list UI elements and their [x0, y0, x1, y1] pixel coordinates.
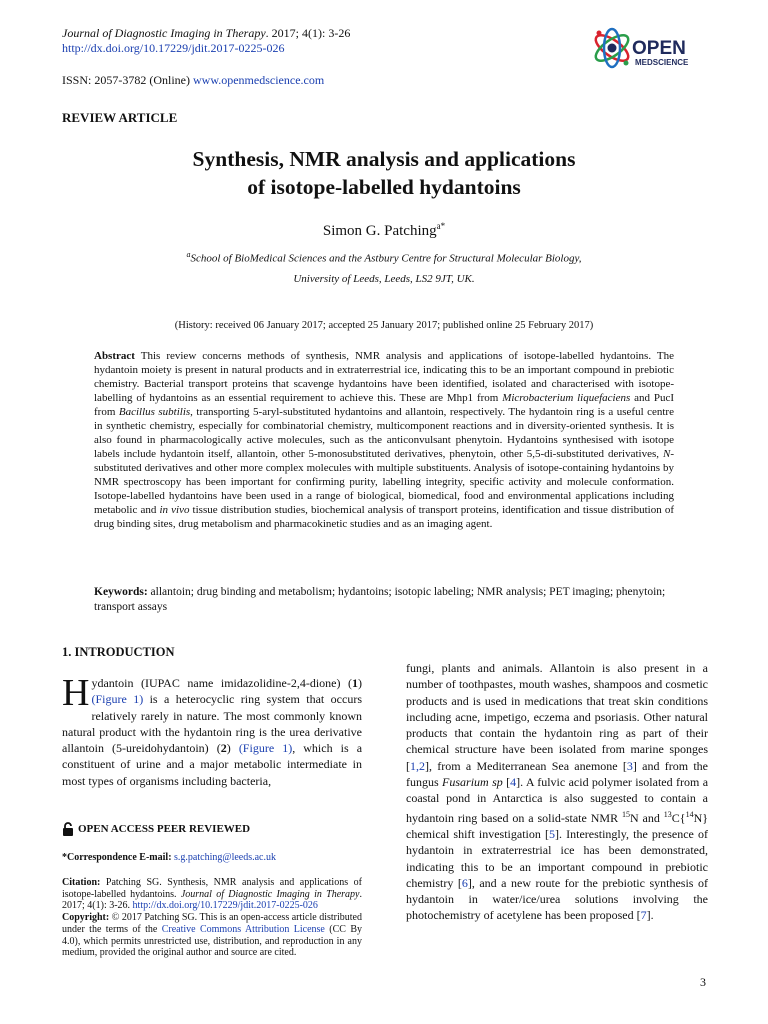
- citation-block: [62, 877, 362, 959]
- intro-column-1: [62, 672, 363, 789]
- page-number: 3: [700, 975, 706, 989]
- ref-link[interactable]: 5: [549, 826, 555, 841]
- intro-text: C{: [671, 810, 686, 825]
- article-type: REVIEW ARTICLE: [62, 110, 178, 125]
- ref-link[interactable]: 6: [461, 875, 468, 890]
- intro-text: fungi, plants and animals. Allantoin is also present in a number of toothpastes, mouth washes, shampoos and cosmetic products and is used in medications that treat skin conditions including acne, impetigo, eczema and psoriasis. Other natural products that contain the hydantoin ring as part of their chemical structure have been isolated from marine sponges [: [406, 661, 708, 773]
- citation-rest: . 2017; 4(1): 3-26.: [62, 888, 362, 912]
- logo-big-text: OPEN: [632, 38, 686, 59]
- atom-icon: [592, 29, 632, 67]
- ref-link[interactable]: 1,2: [410, 758, 425, 773]
- open-access-text: OPEN ACCESS PEER REVIEWED: [78, 823, 251, 835]
- corr-email-link[interactable]: s.g.patching@leeds.ac.uk: [174, 852, 276, 863]
- article-title: [62, 145, 706, 201]
- intro-text: , which is a constituent of urine and a major metabolic intermediate in most types of organisms including bacteria,: [62, 741, 363, 788]
- corr-label: *Correspondence E-mail:: [62, 852, 172, 863]
- compound-1: 1: [352, 676, 358, 690]
- correspondence: [62, 852, 276, 863]
- logo-small-text: MEDSCIENCE: [635, 58, 689, 67]
- affiliation-line-2: University of Leeds, Leeds, LS2 9JT, UK.: [293, 273, 475, 285]
- fusarium: Fusarium sp: [442, 775, 503, 790]
- license-link[interactable]: Creative Commons Attribution License: [161, 923, 325, 935]
- intro-text: ]. A fulvic acid polymer isolated from a coastal pond in Antarctica is also suggested to contain a hydantoin ring based on a solid-state NMR: [406, 775, 709, 825]
- open-access-note: [62, 822, 250, 836]
- abstract-text-2: , transporting 5-aryl-substituted hydantoins and allantoin, respectively. The hydantoin ring is a useful centre in synthetic chemistry, especially for combinatorial chemistry, multicomponent reactions and in diversity-oriented synthesis. It is also found in pharmacologically active molecules, such as the anticonvulsant phenytoin. Hydantoins synthesised with isotope labels include hydantoin itself, allantoin, other 5-monosubstituted derivatives, phenytoin, other 5,5-di-substituted derivatives,: [94, 406, 674, 460]
- issn-line: [62, 73, 324, 88]
- ref-link[interactable]: 3: [626, 758, 633, 773]
- abstract-n: N: [662, 448, 671, 460]
- figure-1-link[interactable]: (Figure 1): [238, 741, 293, 756]
- copyright: [62, 912, 362, 959]
- doi-link[interactable]: http://dx.doi.org/10.17229/jdit.2017-0225-026: [62, 41, 285, 55]
- isotope-sup: 15: [621, 809, 630, 819]
- citation-label: Citation:: [62, 877, 101, 888]
- abstract-label: Abstract: [94, 350, 135, 362]
- site-link[interactable]: www.openmedscience.com: [193, 73, 325, 87]
- intro-text: [: [502, 775, 511, 790]
- affiliation-sup: a: [186, 250, 191, 259]
- open-medscience-logo: [588, 16, 718, 80]
- issn: ISSN: 2057-3782 (Online): [62, 73, 190, 87]
- keywords-text: allantoin; drug binding and metabolism; hydantoins; isotopic labeling; NMR analysis; PET imaging; phenytoin; transport assays: [94, 586, 666, 613]
- citation-text: Patching SG. Synthesis, NMR analysis and applications of isotope-labelled hydantoins.: [62, 877, 362, 900]
- organism-2: Bacillus subtilis: [118, 406, 191, 418]
- abstract-in-vivo: in vivo: [159, 504, 190, 516]
- affiliation-line-1: [62, 250, 706, 265]
- intro-text: ydantoin (IUPAC name imidazolidine-2,4-dione) (: [91, 676, 352, 690]
- title-line-2: of isotope-labelled hydantoins: [247, 175, 521, 199]
- author-sup: a*: [436, 221, 446, 231]
- ref-link[interactable]: 4: [510, 775, 517, 790]
- abstract: [94, 349, 674, 531]
- ref-link[interactable]: 7: [640, 908, 647, 923]
- author: [62, 221, 706, 240]
- citation: [62, 877, 362, 912]
- keywords: [94, 585, 674, 615]
- citation-journal: Journal of Diagnostic Imaging in Therapy: [180, 888, 360, 900]
- intro-text: ): [358, 676, 362, 690]
- citation-doi-link[interactable]: http://dx.doi.org/10.17229/jdit.2017-0225-026: [132, 900, 318, 912]
- intro-text: N and: [629, 810, 664, 825]
- compound-2: 2: [220, 741, 227, 756]
- drop-cap: H: [62, 672, 90, 714]
- intro-text: is a heterocyclic ring system that occurs relatively rarely in nature. The most commonly known natural product with the hydantoin ring is the urea derivative allantoin (5-ureidohydantoin) (: [62, 692, 362, 756]
- copyright-rest: (CC By 4.0), which permits unrestricted use, distribution, and reproduction in any medium, provided the original author and source are cited.: [62, 923, 362, 959]
- history: (History: received 06 January 2017; accepted 25 January 2017; published online 25 February 2017): [174, 320, 594, 331]
- open-lock-icon: [62, 822, 74, 836]
- abstract-text-1: This review concerns methods of synthesis, NMR analysis and applications of isotope-labelled hydantoins. The hydantoin moiety is present in natural products and in extraterrestrial ice, indicating this to be an important compound in prebiotic chemistry. Bacterial transport proteins that scavenge hydantoins have been identified, isolated and characterised with isotope-labelling of hydantoins as an essential requirement to achieve this. These are Mhp1 from: [94, 350, 674, 404]
- abstract-text-3: -substituted derivatives and other more complex molecules with multiple substituents. Analysis of isotope-containing hydantoins by NMR spectroscopy has been important for confirming purity, labelling integrity, specific activity and molecule conformation. Isotope-labelled hydantoins have been used in a range of biological, biomedical, food and environmental applications including metabolic and: [94, 448, 674, 516]
- intro-text: ], and a new route for the prebiotic synthesis of hydantoin in water/ice/urea solutions involving the photochemistry of acetylene has been proposed [: [406, 875, 708, 923]
- organism-1: Microbacterium liquefaciens: [502, 392, 631, 404]
- intro-text: ] and from the fungus: [406, 758, 708, 790]
- figure-1-link[interactable]: (Figure 1): [91, 692, 144, 707]
- isotope-sup: 14: [685, 809, 694, 819]
- intro-text: N} chemical shift investigation [: [406, 810, 708, 841]
- intro-text: ], from a Mediterranean Sea anemone [: [425, 758, 627, 773]
- affiliation-text-1: School of BioMedical Sciences and the Astbury Centre for Structural Molecular Biology,: [190, 252, 582, 265]
- intro-column-2: [406, 660, 708, 924]
- intro-text: ].: [646, 908, 654, 923]
- journal-cite: . 2017; 4(1): 3-26: [265, 26, 351, 40]
- journal-name: Journal of Diagnostic Imaging in Therapy: [62, 26, 266, 40]
- journal-header: [62, 26, 350, 56]
- isotope-sup: 13: [663, 809, 672, 819]
- copyright-label: Copyright:: [62, 912, 110, 924]
- abstract-and: and PucI from: [94, 392, 675, 418]
- keywords-label: Keywords:: [94, 586, 148, 598]
- author-name: Simon G. Patching: [322, 223, 437, 239]
- title-line-1: Synthesis, NMR analysis and applications: [192, 147, 576, 171]
- intro-text: ]. Interestingly, the presence of hydantoin in extraterrestrial ice has been demonstrated, indicating this to be an important compound in prebiotic chemistry [: [406, 826, 708, 890]
- section-heading-introduction: 1. INTRODUCTION: [62, 645, 175, 659]
- copyright-text: © 2017 Patching SG. This is an open-access article distributed under the terms of the: [62, 912, 362, 935]
- abstract-text-4: tissue distribution studies, biochemical analysis of transport proteins, identification and tissue distribution of drug binding sites, drug metabolism and pharmacokinetic studies and as an imaging agent.: [94, 504, 674, 530]
- intro-text: ): [226, 741, 239, 756]
